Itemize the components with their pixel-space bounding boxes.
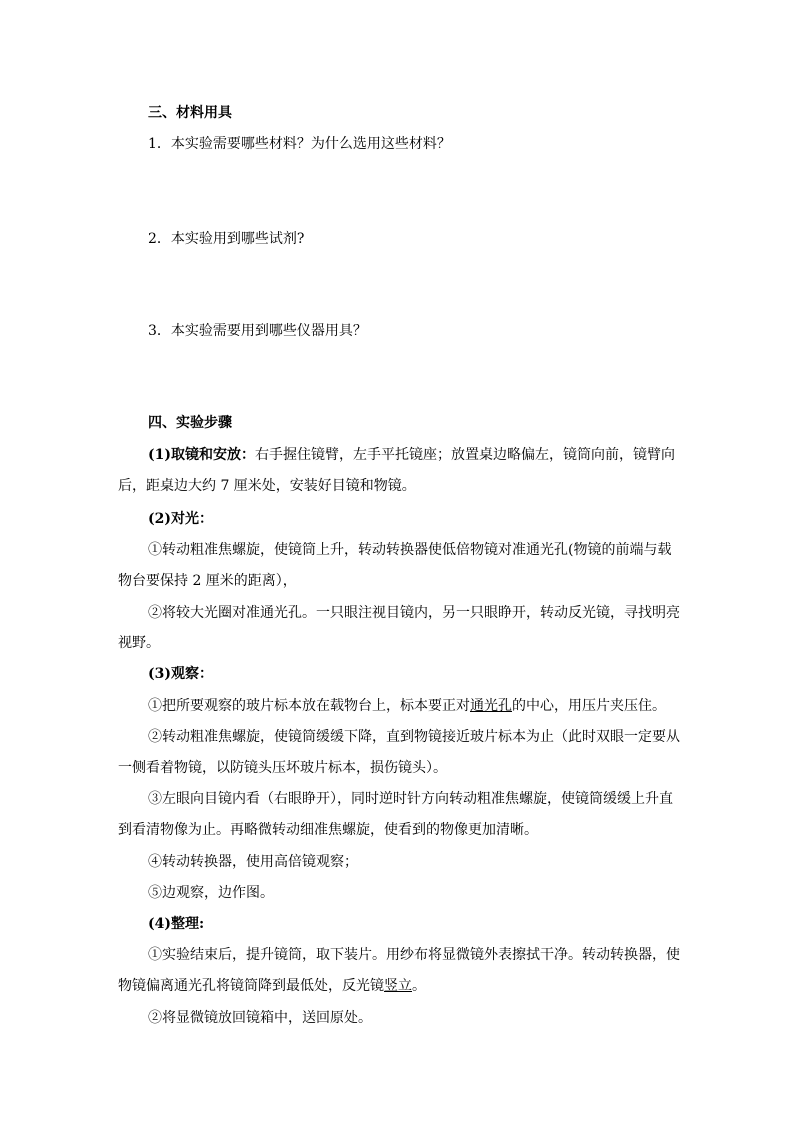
- step-4-item-1-line-2: [118, 976, 426, 996]
- step-2-item-2-line-2: 视野。: [118, 635, 160, 651]
- step-2-item-1-line-1: ①转动粗准焦螺旋，使镜筒上升，转动转换器使低倍物镜对准通光孔(物镜的前端与载: [148, 542, 672, 558]
- step-3-item-1-text: ①把所要观察的玻片标本放在载物台上，标本要正对: [148, 698, 470, 714]
- step-4-title: (4)整理:: [148, 916, 205, 932]
- step-4-item-1-text: 物镜偏离通光孔将镜筒降到最低处，反光镜: [118, 978, 384, 994]
- step-2-title: (2)对光：: [148, 511, 213, 527]
- step-3-item-2-line-1: ②转动粗准焦螺旋，使镜筒缓缓下降，直到物镜接近玻片标本为止（此时双眼一定要从: [148, 729, 680, 745]
- question-2: 2．本实验用到哪些试剂?: [148, 231, 305, 247]
- step-1-line-1: [148, 445, 675, 465]
- step-1-title: (1)取镜和安放：: [148, 447, 255, 463]
- step-3-item-2-line-2: 一侧看着物镜，以防镜头压坏玻片标本，损伤镜头）。: [118, 760, 447, 776]
- step-3-item-4: ④转动转换器，使用高倍镜观察；: [148, 854, 358, 870]
- step-3-item-1-text-end: 的中心，用压片夹压住。: [512, 698, 666, 714]
- step-2-item-1-line-2: 物台要保持 2 厘米的距离），: [118, 573, 297, 589]
- step-4-item-1-text-end: 。: [412, 978, 426, 994]
- underlined-term-light-hole: 通光孔: [470, 698, 512, 714]
- step-3-item-3-line-1: ③左眼向目镜内看（右眼睁开），同时逆时针方向转动粗准焦螺旋，使镜筒缓缓上升直: [148, 791, 673, 807]
- step-1-line-2: 后，距桌边大约 7 厘米处，安装好目镜和物镜。: [118, 478, 416, 494]
- step-3-item-3-line-2: 到看清物像为止。再略微转动细准焦螺旋，使看到的物像更加清晰。: [118, 822, 538, 838]
- step-4-item-2: ②将显微镜放回镜箱中，送回原处。: [148, 1010, 372, 1026]
- section-3-heading: 三、材料用具: [148, 105, 232, 121]
- step-2-item-2-line-1: ②将较大光圈对准通光孔。一只眼注视目镜内，另一只眼睁开，转动反光镜，寻找明亮: [148, 605, 680, 621]
- step-3-item-1: [148, 696, 666, 716]
- section-4-heading: 四、实验步骤: [148, 415, 232, 431]
- underlined-term-upright: 竖立: [384, 978, 412, 994]
- step-3-item-5: ⑤边观察，边作图。: [148, 885, 274, 901]
- step-4-item-1-line-1: ①实验结束后，提升镜筒，取下装片。用纱布将显微镜外表擦拭干净。转动转换器，使: [148, 947, 680, 963]
- question-3: 3．本实验需要用到哪些仪器用具？: [148, 323, 367, 339]
- step-3-title: (3)观察：: [148, 666, 213, 682]
- question-1: 1．本实验需要哪些材料？为什么选用这些材料？: [148, 136, 451, 152]
- step-1-text: 右手握住镜臂，左手平托镜座；放置桌边略偏左，镜筒向前，镜臂向: [255, 447, 675, 463]
